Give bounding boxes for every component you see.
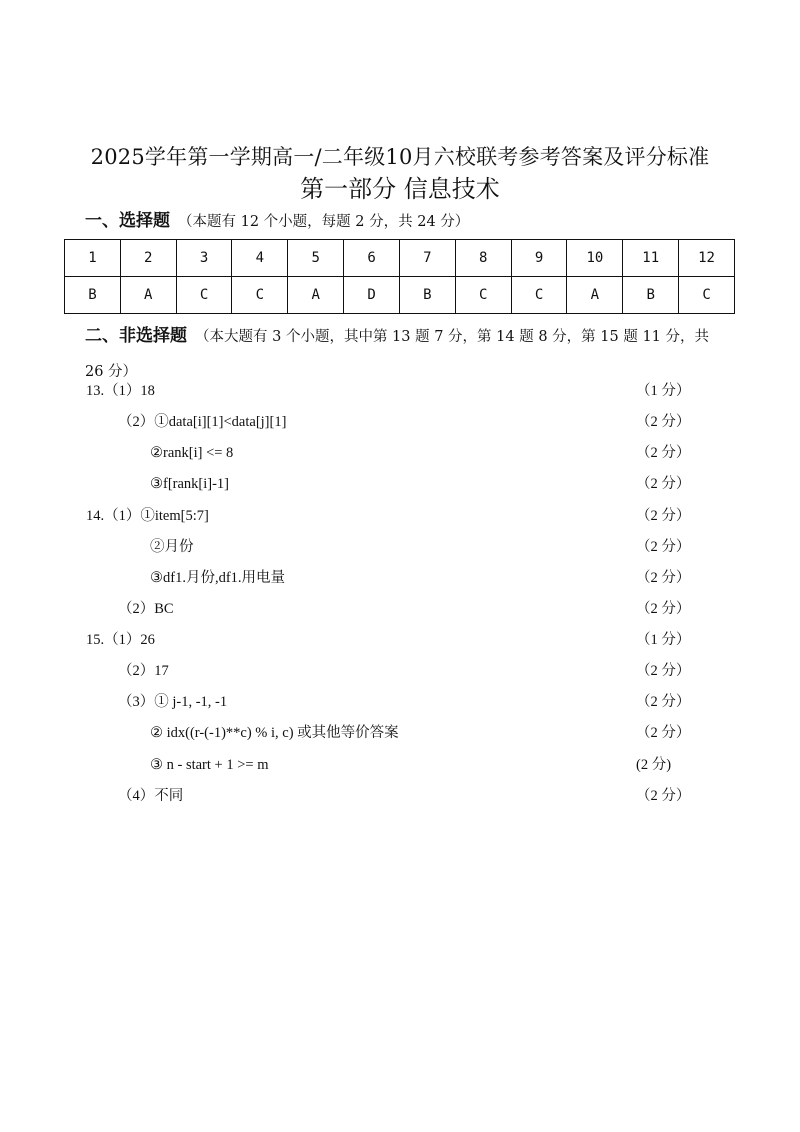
answer-cell: C [176,277,232,314]
answer-line: ③ n - start + 1 >= m [150,757,269,773]
section-1-heading [85,210,469,233]
answer-line: （3）① j-1, -1, -1 [118,694,228,710]
score-label: （2 分） [636,694,691,710]
answer-line: ③df1.月份,df1.用电量 [150,570,286,586]
score-label: （2 分） [636,476,691,492]
answer-line: （2）①data[i][1]<data[j][1] [118,414,287,430]
question-number-row [65,240,735,277]
section-2-title: 二、非选择题 [85,326,187,346]
answer-cell: B [399,277,455,314]
answer-row [65,277,735,314]
document-subtitle: 第一部分 信息技术 [300,175,500,203]
score-label: （1 分） [636,632,691,648]
question-number: 2 [120,240,176,277]
answer-cell: A [567,277,623,314]
question-number: 8 [455,240,511,277]
answer-line: ②月份 [150,539,194,555]
score-label: （1 分） [636,383,691,399]
question-number: 7 [399,240,455,277]
score-label: （2 分） [636,508,691,524]
answer-line: ③f[rank[i]-1] [150,476,230,492]
score-label: （2 分） [636,539,691,555]
answer-cell: D [344,277,400,314]
answer-cell: C [455,277,511,314]
score-label: （2 分） [636,663,691,679]
answer-line: ②rank[i] <= 8 [150,445,234,461]
answer-line: 15.（1）26 [86,632,155,648]
document-title: 2025学年第一学期高一/二年级10月六校联考参考答案及评分标准 [90,145,710,169]
question-number: 4 [232,240,288,277]
answer-table [64,239,735,314]
answer-cell: B [623,277,679,314]
answer-cell: C [511,277,567,314]
section-2-note: （本大题有 3 个小题，其中第 13 题 7 分，第 14 题 8 分，第 15 题 11 分，共 26 分） [85,329,710,380]
answer-cell: B [65,277,121,314]
section-2-heading [85,319,725,389]
score-label: （2 分） [636,601,691,617]
section-1-note: （本题有 12 个小题，每题 2 分，共 24 分） [178,214,470,230]
score-label: （2 分） [636,788,691,804]
answer-cell: C [232,277,288,314]
answer-line: ② idx((r-(-1)**c) % i, c) 或其他等价答案 [150,725,399,741]
score-label: （2 分） [636,414,691,430]
question-number: 6 [344,240,400,277]
answer-cell: A [288,277,344,314]
score-label: （2 分） [636,725,691,741]
question-number: 1 [65,240,121,277]
question-number: 3 [176,240,232,277]
answer-cell: A [120,277,176,314]
answer-line: （2）BC [118,601,174,617]
question-number: 11 [623,240,679,277]
score-label: (2 分) [636,757,672,773]
answer-line: （4）不同 [118,788,184,804]
answer-line: 13.（1）18 [86,383,155,399]
question-number: 9 [511,240,567,277]
score-label: （2 分） [636,445,691,461]
answer-line: 14.（1）①item[5:7] [86,508,209,524]
score-label: （2 分） [636,570,691,586]
answer-cell: C [679,277,735,314]
question-number: 10 [567,240,623,277]
question-number: 12 [679,240,735,277]
question-number: 5 [288,240,344,277]
answer-line: （2）17 [118,663,169,679]
section-1-title: 一、选择题 [85,211,170,231]
